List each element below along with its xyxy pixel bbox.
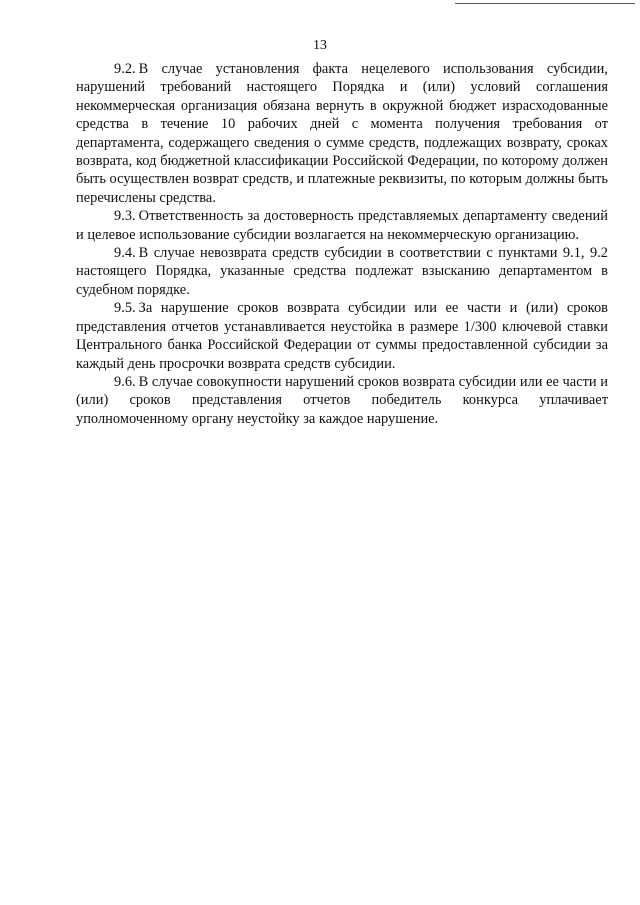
page-number: 13	[313, 38, 327, 53]
paragraph-text: В случае невозврата средств субсидии в соответствии с пунктами 9.1, 9.2 настоящего Порядка, указанные средства подлежат взысканию департаментом в судебном порядке.	[76, 245, 608, 298]
paragraph-9-3	[76, 207, 608, 244]
paragraph-number: 9.6.	[114, 373, 136, 390]
paragraph-text: В случае совокупности нарушений сроков возврата субсидии или ее части и (или) сроков представления отчетов победитель конкурса уплачивает уполномоченному органу неустойку за каждое нарушение.	[76, 373, 608, 427]
paragraph-number: 9.4.	[114, 245, 136, 262]
paragraph-text: За нарушение сроков возврата субсидии или ее части и (или) сроков представления отчетов устанавливается неустойка в размере 1/300 ключевой ставки Центрального банка Российской Федерации от суммы предоставленной субсидии за каждый день просрочки возврата средств субсидии.	[76, 300, 608, 372]
paragraph-text: В случае установления факта нецелевого использования субсидии, нарушений требований настоящего Порядка и (или) условий соглашения некоммерческая организация обязана вернуть в окружной бюджет израсходованные средства в течение 10 рабочих дней с момента получения требования от департамента, содержащего сведения о сумме средств, подлежащих возврату, сроках возврата, код бюджетной классификации Российской Федерации, по которому должен быть осуществлен возврат средств, и платежные реквизиты, по которым должны быть перечислены средства.	[76, 61, 608, 206]
paragraph-9-4	[76, 244, 608, 299]
top-edge-rule	[455, 3, 635, 4]
paragraph-number: 9.5.	[114, 300, 136, 317]
paragraph-9-5	[76, 299, 608, 373]
paragraph-number: 9.2.	[114, 61, 136, 77]
paragraph-9-2	[76, 60, 608, 207]
paragraph-number: 9.3.	[114, 208, 136, 225]
document-body	[76, 60, 608, 428]
paragraph-text: Ответственность за достоверность представляемых департаменту сведений и целевое использование субсидии возлагается на некоммерческую организацию.	[76, 208, 608, 243]
paragraph-9-6	[76, 373, 608, 428]
